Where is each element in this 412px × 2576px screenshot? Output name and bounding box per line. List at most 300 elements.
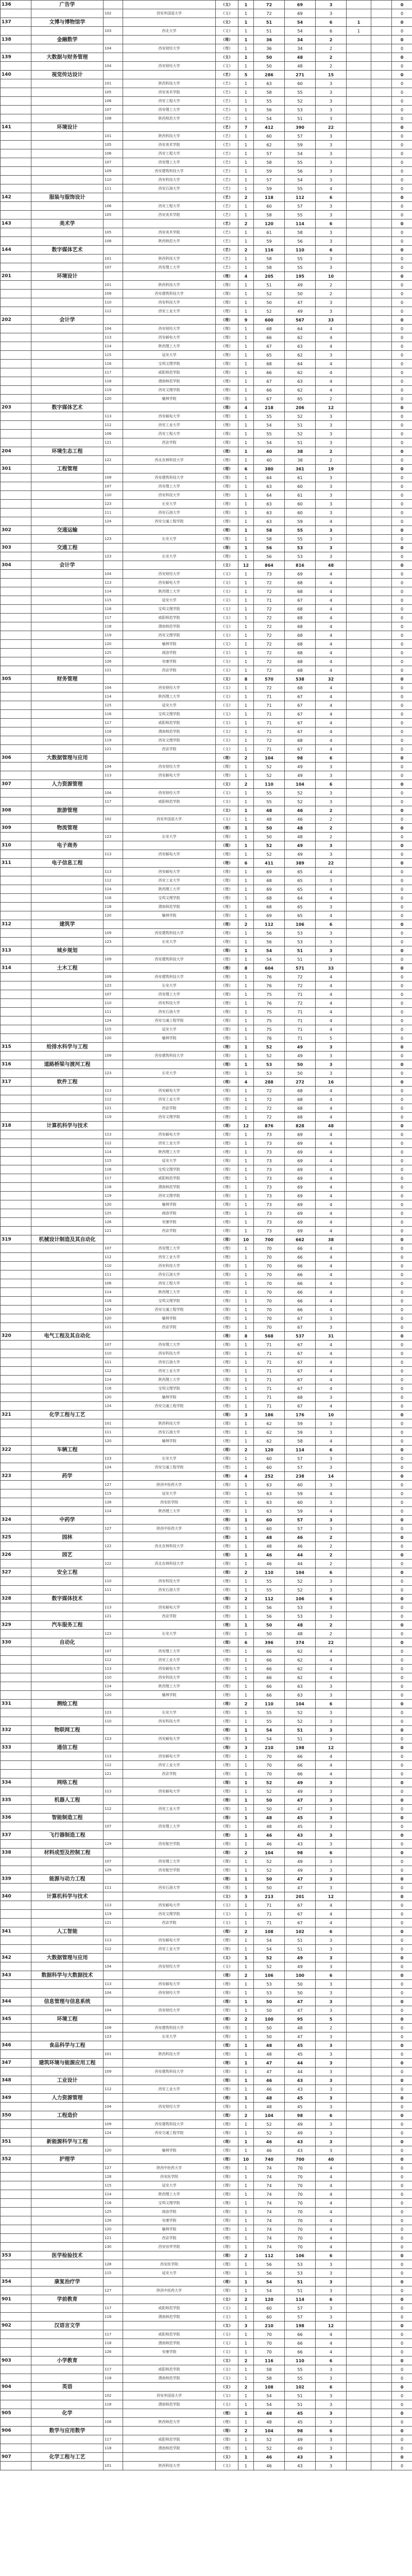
school-name-cell: 渭南师范学院 <box>123 622 216 631</box>
count-cell: 1 <box>238 2374 254 2383</box>
admitted-cell: 4 <box>316 1130 347 1139</box>
school-row <box>1 1367 412 1376</box>
major-name-cell: 安全工程 <box>31 1568 104 1577</box>
count-cell: 2 <box>238 2357 254 2365</box>
admitted-cell: 6 <box>316 2295 347 2304</box>
plan-cell: 218 <box>254 403 285 412</box>
extra-cell <box>347 1910 371 1919</box>
extra-cell <box>371 1691 392 1700</box>
major-name-cell: 汉语言文学 <box>31 2321 104 2330</box>
extra-cell <box>347 938 371 946</box>
remaining-cell: 0 <box>392 237 412 246</box>
admitted-cell: 3 <box>316 1866 347 1875</box>
extra-cell <box>371 1989 392 1997</box>
category-cell: (理) <box>216 552 238 561</box>
school-row <box>1 2006 412 2015</box>
school-code-cell: 117 <box>104 798 123 806</box>
remaining-cell: 0 <box>392 2041 412 2050</box>
blank-cell <box>123 1472 216 1481</box>
blank-cell <box>1 1279 31 1288</box>
extra-cell <box>371 666 392 675</box>
category-cell: (文) <box>216 2383 238 2392</box>
plan-cell: 60 <box>254 1463 285 1472</box>
blank-cell <box>31 1008 104 1016</box>
school-row <box>1 1183 412 1192</box>
school-row <box>1 692 412 701</box>
major-name-cell: 软件工程 <box>31 1078 104 1087</box>
applicants-cell: 49 <box>285 307 316 316</box>
school-row <box>1 491 412 500</box>
school-code-cell: 113 <box>104 1752 123 1761</box>
remaining-cell: 0 <box>392 2138 412 2146</box>
school-code-cell: 116 <box>104 1297 123 1306</box>
admitted-cell: 33 <box>316 964 347 973</box>
count-cell: 1 <box>238 237 254 246</box>
applicants-cell: 34 <box>285 44 316 53</box>
category-cell: (理) <box>216 1087 238 1095</box>
remaining-cell: 0 <box>392 1218 412 1227</box>
remaining-cell: 0 <box>392 71 412 79</box>
extra-cell <box>347 1665 371 1673</box>
school-row <box>1 1297 412 1306</box>
school-code-cell: 115 <box>104 1025 123 1034</box>
blank-cell <box>31 1980 104 1989</box>
blank-cell <box>31 710 104 719</box>
count-cell: 1 <box>238 990 254 999</box>
school-name-cell: 长安大学 <box>123 981 216 990</box>
extra-cell <box>371 1997 392 2006</box>
blank-cell <box>123 2155 216 2164</box>
admitted-cell: 4 <box>316 710 347 719</box>
school-name-cell: 西安财经大学 <box>123 762 216 771</box>
blank-cell <box>1 2313 31 2321</box>
major-name-cell: 网络工程 <box>31 1778 104 1787</box>
school-row <box>1 97 412 106</box>
category-cell: (理) <box>216 1341 238 1349</box>
category-cell: (文) <box>216 1954 238 1962</box>
remaining-cell: 0 <box>392 2006 412 2015</box>
admitted-cell: 3 <box>316 298 347 307</box>
applicants-cell: 47 <box>285 1875 316 1884</box>
school-name-cell: 陕西科技大学 <box>123 132 216 141</box>
remaining-cell: 0 <box>392 342 412 351</box>
major-row <box>1 1954 412 1962</box>
blank-cell <box>31 1454 104 1463</box>
major-code-cell: 304 <box>1 561 31 570</box>
applicants-cell: 51 <box>285 946 316 955</box>
remaining-cell: 0 <box>392 1472 412 1481</box>
extra-cell <box>347 1954 371 1962</box>
remaining-cell: 0 <box>392 841 412 850</box>
blank-cell <box>31 876 104 885</box>
school-code-cell: 111 <box>104 1270 123 1279</box>
major-row <box>1 447 412 456</box>
school-row <box>1 263 412 272</box>
extra-cell <box>347 2059 371 2067</box>
school-code-cell: 105 <box>104 88 123 97</box>
extra-cell <box>347 1043 371 1052</box>
applicants-cell: 49 <box>285 1052 316 1060</box>
admitted-cell: 3 <box>316 1516 347 1524</box>
applicants-cell: 68 <box>285 605 316 614</box>
extra-cell <box>347 1314 371 1323</box>
category-cell: (理) <box>216 1472 238 1481</box>
count-cell: 1 <box>238 535 254 544</box>
school-name-cell: 西安邮电大学 <box>123 333 216 342</box>
remaining-cell: 0 <box>392 1122 412 1130</box>
count-cell: 1 <box>238 1008 254 1016</box>
blank-cell <box>31 929 104 938</box>
major-row <box>1 123 412 132</box>
plan-cell: 46 <box>254 2076 285 2085</box>
blank-cell <box>123 1568 216 1577</box>
school-row <box>1 132 412 141</box>
plan-cell: 73 <box>254 1139 285 1148</box>
admitted-cell: 3 <box>316 1428 347 1437</box>
extra-cell <box>371 1787 392 1796</box>
count-cell: 1 <box>238 938 254 946</box>
school-code-cell: 125 <box>104 2208 123 2216</box>
school-name-cell: 西安石油大学 <box>123 1008 216 1016</box>
plan-cell: 54 <box>254 946 285 955</box>
category-cell: (理) <box>216 894 238 903</box>
category-cell: (理) <box>216 1778 238 1787</box>
admitted-cell: 4 <box>316 1647 347 1656</box>
admitted-cell: 33 <box>316 316 347 325</box>
plan-cell: 62 <box>254 1428 285 1437</box>
major-code-cell: 308 <box>1 806 31 815</box>
category-cell: (文) <box>216 2339 238 2348</box>
major-code-cell: 312 <box>1 920 31 929</box>
blank-cell <box>1 1087 31 1095</box>
extra-cell <box>347 762 371 771</box>
admitted-cell: 3 <box>316 482 347 491</box>
applicants-cell: 52 <box>285 798 316 806</box>
extra-cell <box>371 701 392 710</box>
count-cell: 1 <box>238 1244 254 1253</box>
school-code-cell: 123 <box>104 1630 123 1638</box>
applicants-cell: 238 <box>285 1472 316 1481</box>
count-cell: 1 <box>238 2435 254 2444</box>
extra-cell <box>347 2418 371 2427</box>
school-name-cell: 陕西师范大学 <box>123 237 216 246</box>
blank-cell <box>31 1682 104 1691</box>
extra-cell <box>371 1717 392 1726</box>
blank-cell <box>1 1200 31 1209</box>
blank-cell <box>1 412 31 421</box>
extra-cell <box>371 1673 392 1682</box>
plan-cell: 51 <box>254 18 285 27</box>
blank-cell <box>31 2374 104 2383</box>
blank-cell <box>123 806 216 815</box>
blank-cell <box>1 1139 31 1148</box>
school-row <box>1 1717 412 1726</box>
blank-cell <box>1 1857 31 1866</box>
major-code-cell: 301 <box>1 465 31 473</box>
applicants-cell: 48 <box>285 1630 316 1638</box>
count-cell: 1 <box>238 1095 254 1104</box>
category-cell: (理) <box>216 1630 238 1638</box>
count-cell: 1 <box>238 1034 254 1043</box>
blank-cell <box>104 1726 123 1735</box>
admitted-cell: 3 <box>316 1323 347 1332</box>
school-name-cell: 西安财经大学 <box>123 2006 216 2015</box>
admitted-cell: 4 <box>316 692 347 701</box>
major-row <box>1 18 412 27</box>
remaining-cell: 0 <box>392 1192 412 1200</box>
major-row <box>1 2076 412 2085</box>
school-name-cell: 西安工业大学 <box>123 1805 216 1814</box>
school-name-cell: 咸阳师范学院 <box>123 614 216 622</box>
blank-cell <box>1 1962 31 1971</box>
blank-cell <box>123 561 216 570</box>
remaining-cell: 0 <box>392 149 412 158</box>
school-code-cell: 107 <box>104 482 123 491</box>
extra-cell <box>347 710 371 719</box>
extra-cell <box>371 1831 392 1840</box>
applicants-cell: 60 <box>285 79 316 88</box>
count-cell: 1 <box>238 955 254 964</box>
plan-cell: 60 <box>254 132 285 141</box>
plan-cell: 52 <box>254 2120 285 2129</box>
applicants-cell: 60 <box>285 482 316 491</box>
admitted-cell: 6 <box>316 780 347 789</box>
school-name-cell: 榆林学院 <box>123 640 216 649</box>
admitted-cell: 3 <box>316 2260 347 2269</box>
extra-cell <box>347 123 371 132</box>
school-code-cell: 115 <box>104 2181 123 2190</box>
extra-cell <box>347 1200 371 1209</box>
extra-cell <box>347 1104 371 1113</box>
blank-cell <box>1 1323 31 1332</box>
extra-cell <box>347 1218 371 1227</box>
school-name-cell: 安康学院 <box>123 2216 216 2225</box>
extra-cell <box>371 1743 392 1752</box>
count-cell: 1 <box>238 1910 254 1919</box>
blank-cell <box>31 1577 104 1586</box>
blank-cell <box>104 1892 123 1901</box>
school-name-cell: 西安邮电大学 <box>123 771 216 780</box>
blank-cell <box>1 657 31 666</box>
major-code-cell: 137 <box>1 18 31 27</box>
school-name-cell: 西安石油大学 <box>123 1586 216 1595</box>
plan-cell: 52 <box>254 1052 285 1060</box>
major-name-cell: 广告学 <box>31 1 104 9</box>
extra-cell <box>347 833 371 841</box>
school-row <box>1 833 412 841</box>
remaining-cell: 0 <box>392 1253 412 1262</box>
count-cell: 2 <box>238 1849 254 1857</box>
category-cell: (文) <box>216 675 238 684</box>
category-cell: (理) <box>216 2208 238 2216</box>
applicants-cell: 69 <box>285 1192 316 1200</box>
extra-cell <box>347 1411 371 1419</box>
remaining-cell: 0 <box>392 1411 412 1419</box>
school-name-cell: 西安理工大学 <box>123 482 216 491</box>
plan-cell: 52 <box>254 1962 285 1971</box>
category-cell: (文) <box>216 614 238 622</box>
plan-cell: 48 <box>254 815 285 824</box>
admitted-cell: 4 <box>316 2348 347 2357</box>
school-code-cell: 121 <box>104 1919 123 1927</box>
school-name-cell: 榆林学院 <box>123 1393 216 1402</box>
count-cell: 1 <box>238 2164 254 2173</box>
count-cell: 1 <box>238 1428 254 1437</box>
remaining-cell: 0 <box>392 1165 412 1174</box>
category-cell: (文) <box>216 605 238 614</box>
remaining-cell: 0 <box>392 1989 412 1997</box>
blank-cell <box>1 491 31 500</box>
school-name-cell: 西京学院 <box>123 1323 216 1332</box>
category-cell: (理) <box>216 1078 238 1087</box>
blank-cell <box>31 1647 104 1656</box>
applicants-cell: 51 <box>285 2278 316 2286</box>
category-cell: (文) <box>216 561 238 570</box>
plan-cell: 54 <box>254 421 285 430</box>
applicants-cell: 67 <box>285 1358 316 1367</box>
applicants-cell: 43 <box>285 2146 316 2155</box>
school-code-cell: 121 <box>104 1227 123 1235</box>
applicants-cell: 53 <box>285 938 316 946</box>
school-name-cell: 咸阳师范学院 <box>123 2330 216 2339</box>
count-cell: 4 <box>238 1078 254 1087</box>
school-row <box>1 377 412 386</box>
remaining-cell: 0 <box>392 316 412 325</box>
blank-cell <box>104 1446 123 1454</box>
admitted-cell: 4 <box>316 657 347 666</box>
major-name-cell: 智能制造工程 <box>31 1814 104 1822</box>
extra-cell <box>371 298 392 307</box>
blank-cell <box>1 535 31 544</box>
school-row <box>1 649 412 657</box>
admitted-cell: 4 <box>316 868 347 876</box>
major-row <box>1 2155 412 2164</box>
blank-cell <box>104 1472 123 1481</box>
school-row <box>1 351 412 360</box>
remaining-cell: 0 <box>392 1332 412 1341</box>
admitted-cell: 3 <box>316 841 347 850</box>
extra-cell <box>347 1840 371 1849</box>
blank-cell <box>1 999 31 1008</box>
blank-cell <box>123 1 216 9</box>
major-row <box>1 1516 412 1524</box>
category-cell: (文) <box>216 9 238 18</box>
school-row <box>1 579 412 587</box>
applicants-cell: 44 <box>285 2059 316 2067</box>
extra-cell <box>347 1 371 9</box>
extra-cell <box>371 1962 392 1971</box>
applicants-cell: 54 <box>285 27 316 36</box>
blank-cell <box>31 132 104 141</box>
major-name-cell: 建筑环境与能源应用工程 <box>31 2059 104 2067</box>
count-cell: 1 <box>238 1349 254 1358</box>
blank-cell <box>1 1752 31 1761</box>
blank-cell <box>31 657 104 666</box>
extra-cell <box>347 1892 371 1901</box>
school-row <box>1 2032 412 2041</box>
count-cell: 1 <box>238 1437 254 1446</box>
major-name-cell: 食品科学与工程 <box>31 2041 104 2050</box>
extra-cell <box>371 2173 392 2181</box>
extra-cell <box>347 1419 371 1428</box>
plan-cell: 116 <box>254 2357 285 2365</box>
extra-cell <box>347 2129 371 2138</box>
school-name-cell: 西京学院 <box>123 1770 216 1778</box>
category-cell: (艺) <box>216 114 238 123</box>
major-row <box>1 1638 412 1647</box>
blank-cell <box>1 1630 31 1638</box>
extra-cell <box>371 1822 392 1831</box>
blank-cell <box>1 1341 31 1349</box>
major-code-cell: 143 <box>1 219 31 228</box>
school-code-cell: 113 <box>104 1936 123 1945</box>
blank-cell <box>31 1857 104 1866</box>
extra-cell <box>347 44 371 53</box>
extra-cell <box>371 2181 392 2190</box>
plan-cell: 56 <box>254 552 285 561</box>
blank-cell <box>1 1761 31 1770</box>
admitted-cell: 4 <box>316 2190 347 2199</box>
admitted-cell: 3 <box>316 946 347 955</box>
plan-cell: 48 <box>254 1533 285 1542</box>
admitted-cell: 4 <box>316 570 347 579</box>
plan-cell: 73 <box>254 1130 285 1139</box>
admitted-cell: 3 <box>316 1314 347 1323</box>
category-cell: (理) <box>216 1314 238 1323</box>
extra-cell <box>371 368 392 377</box>
blank-cell <box>104 2059 123 2067</box>
extra-cell <box>371 1148 392 1157</box>
blank-cell <box>1 132 31 141</box>
school-name-cell: 陕西师范大学 <box>123 114 216 123</box>
category-cell: (理) <box>216 1542 238 1551</box>
major-name-cell: 电子商务 <box>31 841 104 850</box>
school-row <box>1 1393 412 1402</box>
plan-cell: 52 <box>254 290 285 298</box>
count-cell: 2 <box>238 754 254 762</box>
count-cell: 1 <box>238 1857 254 1866</box>
applicants-cell: 51 <box>285 2286 316 2295</box>
blank-cell <box>31 438 104 447</box>
count-cell: 1 <box>238 2129 254 2138</box>
applicants-cell: 61 <box>285 491 316 500</box>
plan-cell: 54 <box>254 1735 285 1743</box>
school-code-cell: 116 <box>104 2199 123 2208</box>
school-row <box>1 1980 412 1989</box>
count-cell: 1 <box>238 1603 254 1612</box>
plan-cell: 52 <box>254 771 285 780</box>
extra-cell <box>347 1288 371 1297</box>
blank-cell <box>31 1253 104 1262</box>
category-cell: (文) <box>216 710 238 719</box>
school-name-cell: 咸阳师范学院 <box>123 1174 216 1183</box>
school-row <box>1 684 412 692</box>
school-code-cell: 113 <box>104 1901 123 1910</box>
extra-cell <box>371 640 392 649</box>
count-cell: 1 <box>238 570 254 579</box>
major-name-cell: 工业设计 <box>31 2076 104 2085</box>
major-row <box>1 1971 412 1980</box>
school-name-cell: 西安财经大学 <box>123 1962 216 1971</box>
major-code-cell: 303 <box>1 544 31 552</box>
school-name-cell: 西安建筑科技大学 <box>123 2024 216 2032</box>
major-code-cell: 906 <box>1 2427 31 2435</box>
school-name-cell: 西安工程大学 <box>123 202 216 211</box>
category-cell: (理) <box>216 2067 238 2076</box>
category-cell: (理) <box>216 1008 238 1016</box>
school-row <box>1 1884 412 1892</box>
extra-cell <box>347 973 371 981</box>
